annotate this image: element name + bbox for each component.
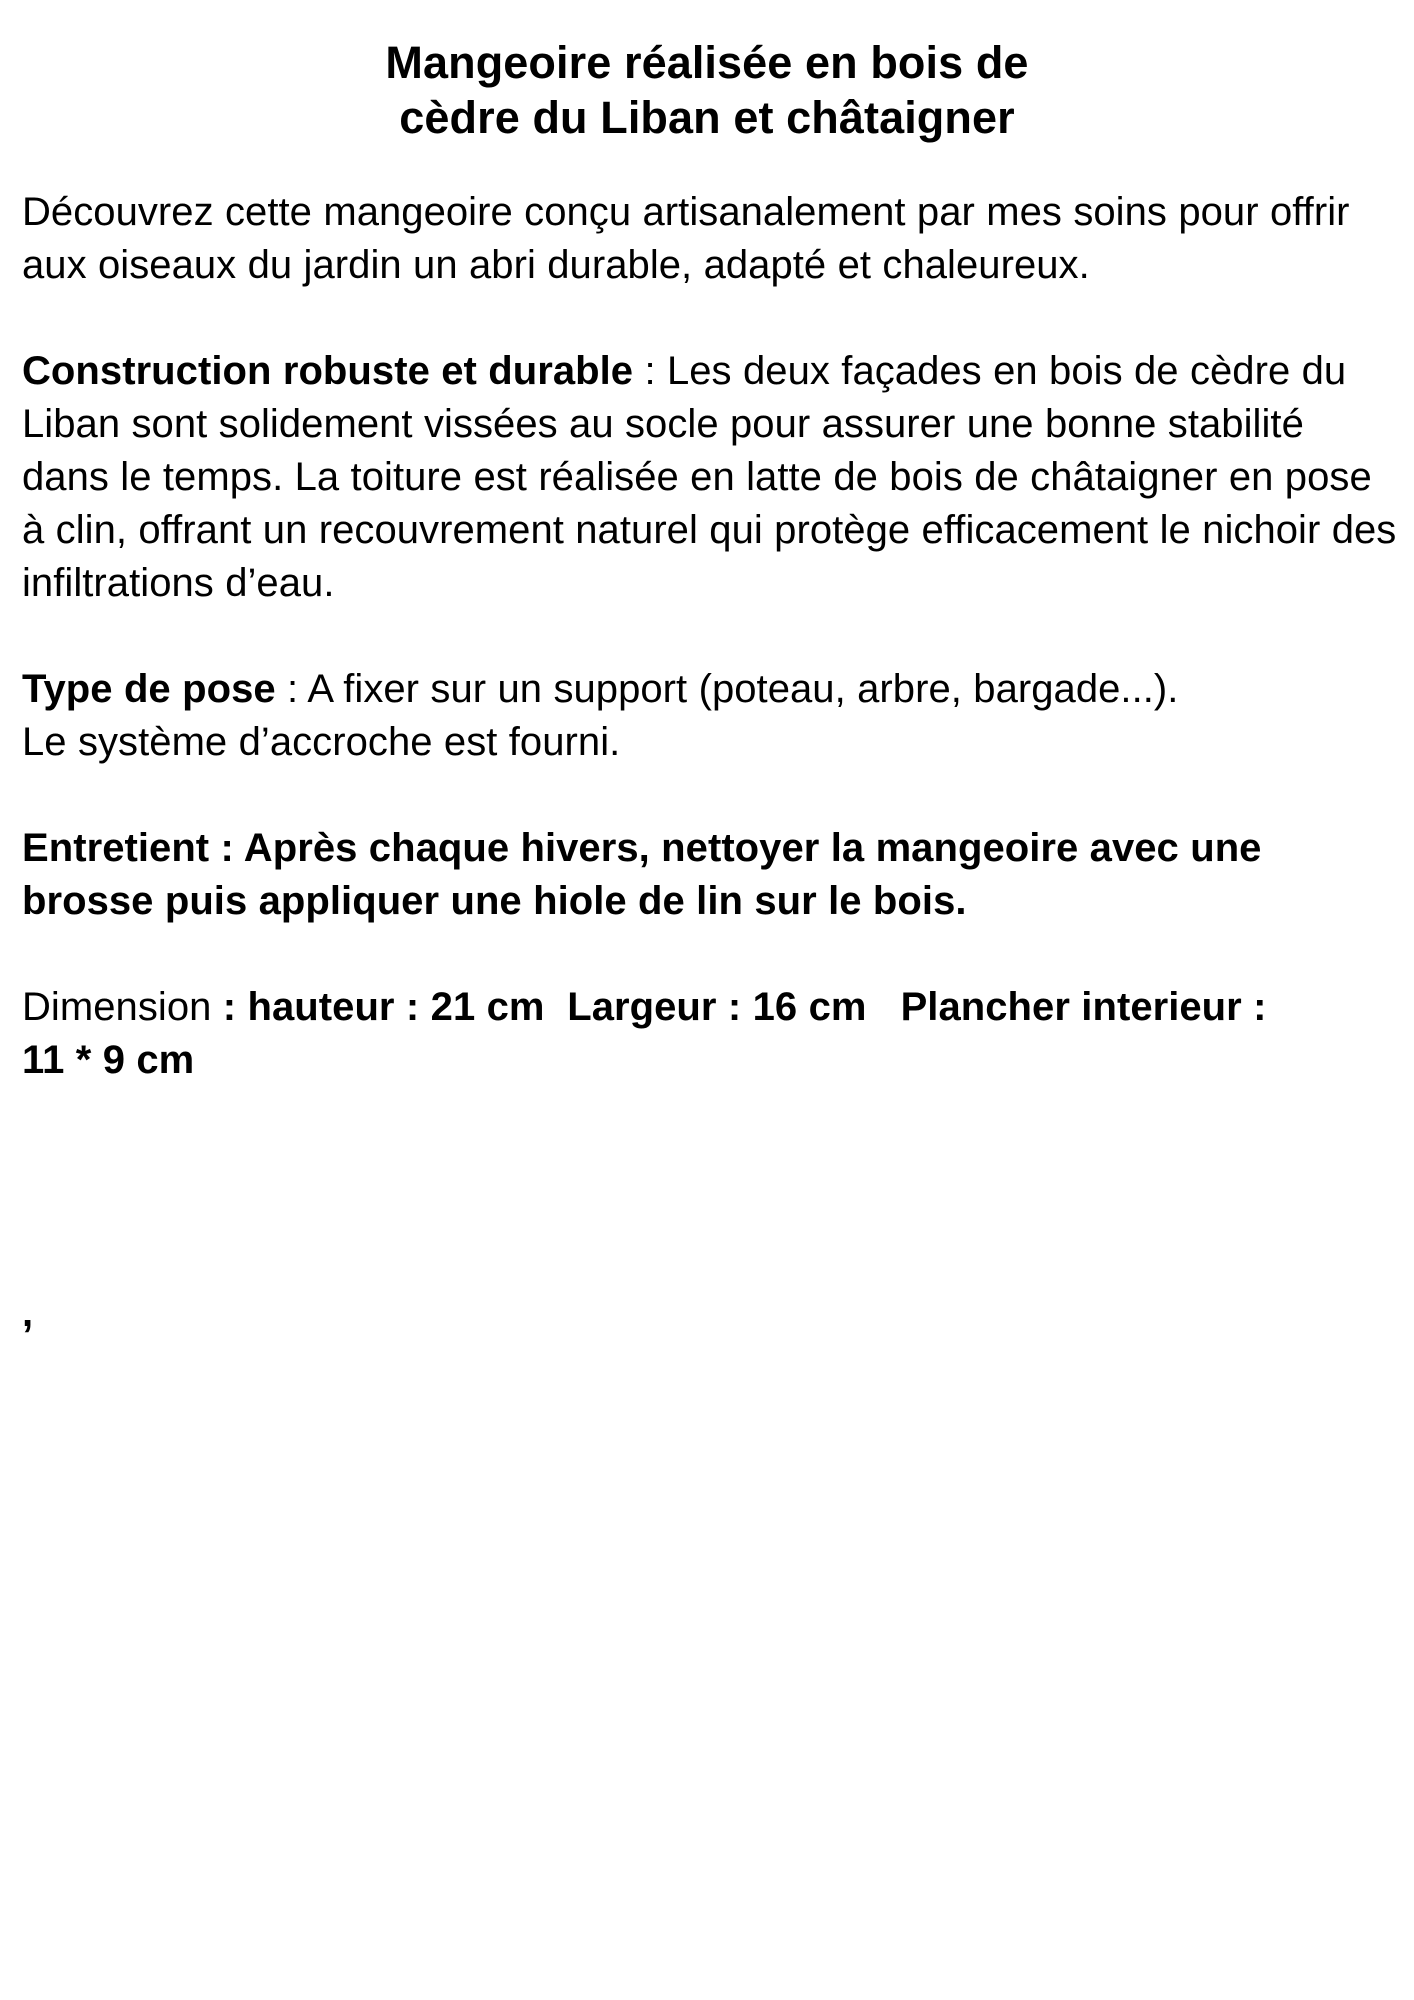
- paragraph-intro: [22, 186, 1400, 292]
- paragraph-construction-body: : Les deux façades en bois de cèdre du Liban sont solidement vissées au socle pour assurer une bonne stabilité dans le temps. La toiture est réalisée en latte de bois de châtaigner en pose à clin, offrant un recouvrement naturel qui protège efficacement le nichoir des infiltrations d’eau.: [22, 348, 1397, 605]
- trailing-comma: ,: [22, 1290, 34, 1335]
- paragraph-spacer-1: [22, 292, 1400, 345]
- document-body: [0, 186, 1414, 1087]
- dimension-floor-text: 11 * 9 cm: [22, 1037, 195, 1082]
- paragraph-entretien: [22, 822, 1400, 928]
- dimension-values: : hauteur : 21 cm Largeur : 16 cm Plancher interieur :: [211, 984, 1267, 1029]
- paragraph-construction-lead: Construction robuste et durable: [22, 348, 634, 393]
- paragraph-dimension-floor: [22, 1034, 1400, 1087]
- page-title-line-1: Mangeoire réalisée en bois de: [385, 37, 1029, 88]
- paragraph-pose-extra-text: Le système d’accroche est fourni.: [22, 719, 621, 764]
- page-title: [0, 0, 1414, 146]
- paragraph-spacer-2: [22, 610, 1400, 663]
- paragraph-construction: [22, 345, 1400, 610]
- paragraph-intro-text: Découvrez cette mangeoire conçu artisanalement par mes soins pour offrir aux oiseaux du jardin un abri durable, adapté et chaleureux.: [22, 189, 1350, 287]
- page-title-line-2: cèdre du Liban et châtaigner: [399, 91, 1015, 143]
- paragraph-pose-extra: [22, 716, 1400, 769]
- tail-spacer: [0, 1087, 1414, 1287]
- title-spacer: [0, 146, 1414, 186]
- paragraph-pose: [22, 663, 1400, 716]
- paragraph-dimension: [22, 981, 1400, 1034]
- paragraph-spacer-4: [22, 928, 1400, 981]
- paragraph-pose-lead: Type de pose: [22, 666, 276, 711]
- dimension-label: Dimension: [22, 984, 212, 1029]
- paragraph-entretien-text: Entretient : Après chaque hivers, nettoyer la mangeoire avec une brosse puis appliquer une hiole de lin sur le bois.: [22, 825, 1262, 923]
- paragraph-pose-body: : A fixer sur un support (poteau, arbre, bargade...).: [275, 666, 1179, 711]
- paragraph-spacer-3: [22, 769, 1400, 822]
